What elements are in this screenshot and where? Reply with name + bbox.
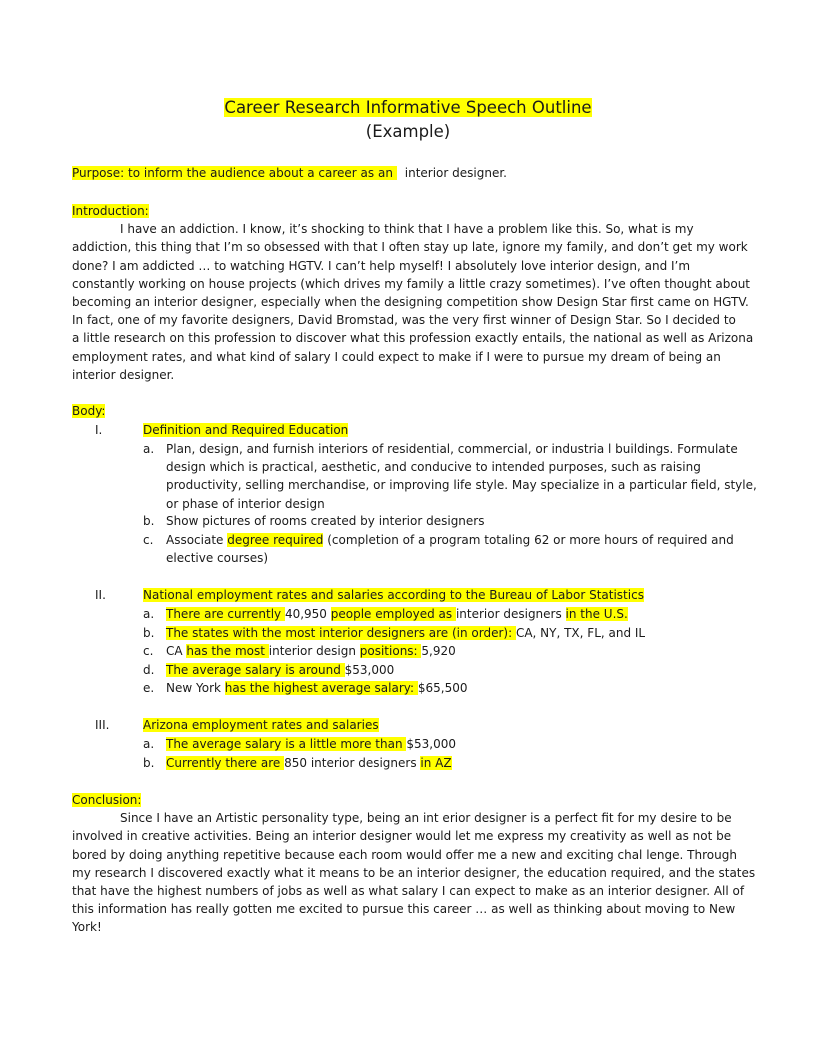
list-item-text: (completion of a program totaling 62 or more hours of required and xyxy=(323,533,734,547)
title-line-1: Career Research Informative Speech Outline xyxy=(224,98,592,117)
list-item-text: CA xyxy=(166,644,187,659)
conclusion-line: Since I have an Artistic personality type, being an int erior designer is a perfect fit for my desire to be xyxy=(120,811,732,826)
list-item-text: $53,000 xyxy=(344,662,395,677)
list-item-text: interior design xyxy=(268,644,360,659)
list-item-highlight: Currently there are xyxy=(166,755,285,770)
list-item-highlight: in AZ xyxy=(420,755,452,770)
list-item-text: 40,950 xyxy=(284,607,331,621)
introduction-section xyxy=(72,202,754,384)
list-letter: d. xyxy=(143,662,155,677)
title-line-2: (Example) xyxy=(365,122,451,141)
conclusion-line: my research I discovered exactly what it means to be an interior designer, the education required, and the states xyxy=(72,865,756,880)
list-letter: a. xyxy=(143,442,155,456)
section-numeral: III. xyxy=(95,718,110,732)
list-item-highlight: has the highest average salary: xyxy=(224,681,418,696)
purpose-line xyxy=(72,164,744,182)
list-letter: b. xyxy=(143,514,155,528)
section-title: Definition and Required Education xyxy=(143,423,349,437)
introduction-line: done? I am addicted … to watching HGTV. I can’t help myself! I absolutely love interior design, and I’m xyxy=(72,258,691,273)
list-item-highlight: There are currently xyxy=(166,607,285,621)
list-item-highlight: people employed as xyxy=(330,607,456,621)
list-letter: a. xyxy=(143,737,155,751)
list-item-text: $53,000 xyxy=(406,737,456,751)
conclusion-line: involved in creative activities. Being an interior designer would let me express my creativity as well as not be xyxy=(72,829,732,844)
section-numeral: II. xyxy=(95,588,106,602)
introduction-line: I have an addiction. I know, it’s shocking to think that I have a problem like this. So, what is my xyxy=(120,222,694,237)
section-title: Arizona employment rates and salaries xyxy=(143,718,379,732)
list-letter: a. xyxy=(143,607,155,621)
list-item-text: CA, NY, TX, FL, and IL xyxy=(515,625,646,640)
list-item-line: design which is practical, aesthetic, and conducive to intended purposes, such as raising xyxy=(166,460,701,475)
list-item-highlight: The average salary is a little more than xyxy=(166,737,407,751)
introduction-line: In fact, one of my favorite designers, David Bromstad, was the very first winner of Design Star. So I decided to xyxy=(72,313,736,328)
section-title: National employment rates and salaries according to the Bureau of Labor Statistics xyxy=(143,588,644,602)
list-item-line: productivity, selling merchandise, or improving life style. May specialize in a particular field, style, xyxy=(166,478,757,493)
body-label: Body: xyxy=(72,404,106,418)
list-item-highlight: positions: xyxy=(359,644,422,659)
list-item-highlight: in the U.S. xyxy=(565,607,628,621)
list-item-text: 5,920 xyxy=(421,644,456,659)
list-item-line: Show pictures of rooms created by interior designers xyxy=(166,514,485,528)
list-item-highlight: The average salary is around xyxy=(166,662,345,677)
conclusion-line: this information has really gotten me excited to pursue this career … as well as thinking about moving to New xyxy=(72,902,736,917)
introduction-line: becoming an interior designer, especially when the designing competition show Design Star first came on HGTV. xyxy=(72,294,749,309)
conclusion-label: Conclusion: xyxy=(72,793,142,807)
list-letter: b. xyxy=(143,755,155,770)
list-item-highlight: has the most xyxy=(186,644,269,659)
purpose-value: interior designer. xyxy=(404,166,507,180)
list-item-highlight: degree required xyxy=(227,533,324,547)
introduction-line: employment rates, and what kind of salary I could expect to make if I were to pursue my dream of being an xyxy=(72,349,721,364)
list-letter: c. xyxy=(143,533,154,547)
conclusion-line: bored by doing anything repetitive because each room would offer me a new and exciting chal lenge. Through xyxy=(72,847,737,862)
purpose-label: Purpose: to inform the audience about a career as an xyxy=(72,166,397,180)
introduction-line: addiction, this thing that I’m so obsessed with that I often stay up late, ignore my family, and don’t get my work xyxy=(72,240,748,255)
list-item-text: 850 interior designers xyxy=(284,755,421,770)
introduction-line: a little research on this profession to discover what this profession exactly entails, the national as well as Arizona xyxy=(72,331,754,346)
list-letter: c. xyxy=(143,644,154,659)
list-item-text: Associate xyxy=(166,533,228,547)
introduction-line: constantly working on house projects (which drives my family a little crazy sometimes). I’ve often thought about xyxy=(72,276,751,291)
list-item-line: elective courses) xyxy=(166,551,269,566)
list-item-line: Plan, design, and furnish interiors of residential, commercial, or industria l buildings. Formulate xyxy=(166,442,738,456)
document-title xyxy=(0,96,816,144)
body-label-line xyxy=(72,402,744,420)
introduction-label: Introduction: xyxy=(72,204,149,218)
introduction-line: interior designer. xyxy=(72,367,175,382)
list-letter: b. xyxy=(143,625,155,640)
section-heading-2 xyxy=(95,586,644,604)
list-letter: e. xyxy=(143,681,155,696)
list-item-text: interior designers xyxy=(455,607,566,621)
section-heading-1 xyxy=(95,421,348,439)
list-item-text: New York xyxy=(166,681,225,696)
conclusion-line: that have the highest numbers of jobs as well as what salary I can expect to make as an interior designer. All of xyxy=(72,883,745,898)
list-item-line: or phase of interior design xyxy=(166,496,325,511)
section-numeral: I. xyxy=(95,423,103,437)
list-item-highlight: The states with the most interior designers are (in order): xyxy=(166,625,516,640)
section-heading-3 xyxy=(95,716,379,734)
conclusion-section xyxy=(72,791,756,937)
list-item-text: $65,500 xyxy=(417,681,468,696)
conclusion-line: York! xyxy=(72,920,102,935)
